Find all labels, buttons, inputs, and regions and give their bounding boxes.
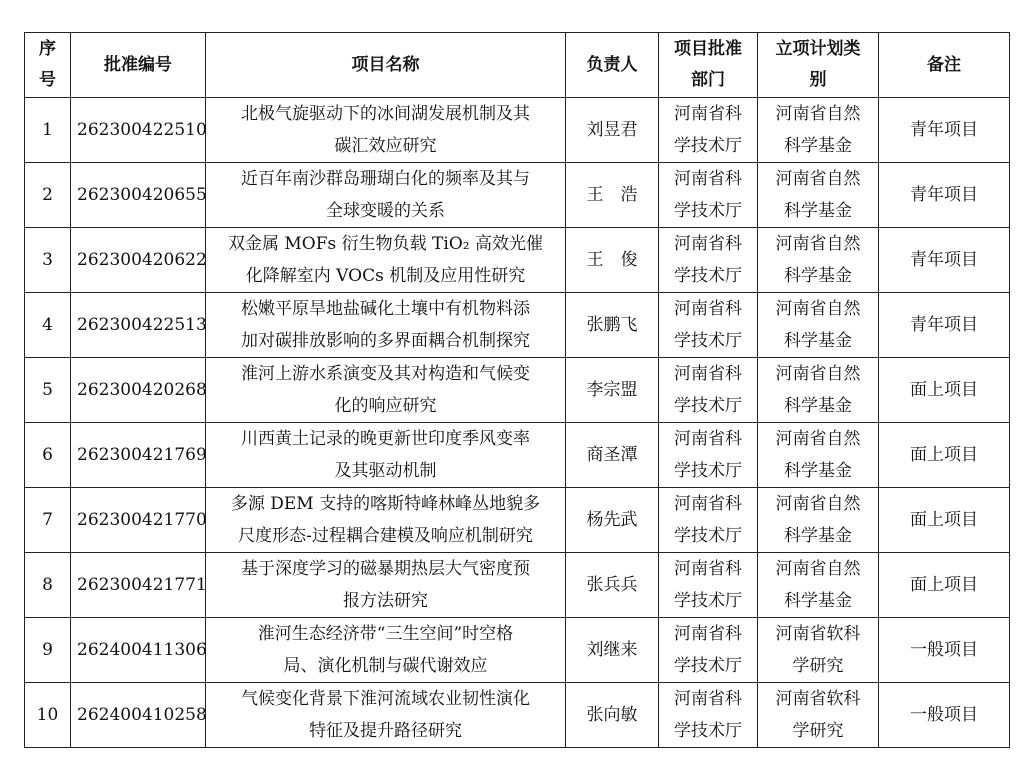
row-category-cell	[758, 163, 879, 228]
dept-line: 学技术厅	[674, 461, 742, 481]
table-row	[25, 98, 1010, 163]
dept-line: 河南省科	[674, 494, 742, 514]
row-remark-cell: 青年项目	[879, 163, 1010, 228]
header-dept-line-1: 项目批准	[674, 39, 742, 59]
row-dept-cell	[659, 98, 758, 163]
row-remark-cell: 青年项目	[879, 293, 1010, 358]
row-dept-cell	[659, 618, 758, 683]
row-approval-no-cell: 262300421771	[71, 553, 206, 618]
header-category-line-1: 立项计划类	[775, 39, 861, 59]
table-row	[25, 553, 1010, 618]
row-remark-cell: 青年项目	[879, 98, 1010, 163]
row-remark-cell: 面上项目	[879, 488, 1010, 553]
row-seq-cell: 5	[25, 358, 71, 423]
row-project-name-cell	[206, 423, 566, 488]
row-project-name-cell	[206, 228, 566, 293]
project-name-line: 化的响应研究	[334, 396, 437, 416]
category-line: 科学基金	[784, 331, 852, 351]
project-name-line: 双金属 MOFs 衍生物负载 TiO₂ 高效光催	[227, 234, 543, 254]
row-project-name-cell	[206, 358, 566, 423]
project-name-line: 全球变暖的关系	[326, 201, 445, 221]
dept-line: 河南省科	[674, 364, 742, 384]
category-line: 河南省自然	[775, 494, 861, 514]
project-name-line: 川西黄土记录的晚更新世印度季风变率	[241, 429, 530, 449]
row-leader-cell: 李宗盟	[566, 358, 659, 423]
row-seq-cell: 6	[25, 423, 71, 488]
row-category-cell	[758, 228, 879, 293]
category-line: 河南省自然	[775, 559, 861, 579]
project-name-line: 松嫩平原旱地盐碱化土壤中有机物料添	[241, 299, 530, 319]
row-leader-cell: 王 俊	[566, 228, 659, 293]
row-project-name-cell	[206, 553, 566, 618]
row-dept-cell	[659, 163, 758, 228]
row-leader-cell: 商圣潭	[566, 423, 659, 488]
dept-line: 河南省科	[674, 234, 742, 254]
project-name-line: 近百年南沙群岛珊瑚白化的频率及其与	[241, 169, 530, 189]
row-dept-cell	[659, 293, 758, 358]
dept-line: 学技术厅	[674, 396, 742, 416]
row-dept-cell	[659, 683, 758, 748]
project-name-line: 北极气旋驱动下的冰间湖发展机制及其	[241, 104, 530, 124]
dept-line: 学技术厅	[674, 721, 742, 741]
header-leader: 负责人	[566, 33, 659, 98]
header-seq-line-1: 序	[39, 39, 56, 59]
row-project-name-cell	[206, 163, 566, 228]
dept-line: 河南省科	[674, 559, 742, 579]
row-approval-no-cell: 262400410258	[71, 683, 206, 748]
category-line: 科学基金	[784, 266, 852, 286]
dept-line: 河南省科	[674, 689, 742, 709]
project-name-line: 气候变化背景下淮河流域农业韧性演化	[241, 689, 530, 709]
project-name-line: 报方法研究	[343, 591, 428, 611]
header-category-line-2: 别	[809, 70, 827, 90]
project-name-line: 淮河生态经济带“三生空间”时空格	[257, 624, 514, 644]
category-line: 河南省自然	[775, 234, 861, 254]
header-dept	[659, 33, 758, 98]
dept-line: 学技术厅	[674, 331, 742, 351]
row-remark-cell: 青年项目	[879, 228, 1010, 293]
row-approval-no-cell: 262300420268	[71, 358, 206, 423]
row-leader-cell: 王 浩	[566, 163, 659, 228]
table-row	[25, 618, 1010, 683]
projects-table	[24, 32, 1010, 748]
row-category-cell	[758, 358, 879, 423]
project-name-line: 尺度形态-过程耦合建模及响应机制研究	[238, 526, 533, 546]
project-name-line: 淮河上游水系演变及其对构造和气候变	[241, 364, 530, 384]
project-name-line: 化降解室内 VOCs 机制及应用性研究	[245, 266, 526, 286]
row-leader-cell: 张向敏	[566, 683, 659, 748]
dept-line: 学技术厅	[674, 201, 742, 221]
row-approval-no-cell: 262400411306	[71, 618, 206, 683]
category-line: 河南省自然	[775, 299, 861, 319]
category-line: 学研究	[792, 656, 844, 676]
dept-line: 河南省科	[674, 624, 742, 644]
dept-line: 河南省科	[674, 429, 742, 449]
category-line: 科学基金	[784, 136, 852, 156]
header-project-name: 项目名称	[206, 33, 566, 98]
dept-line: 河南省科	[674, 299, 742, 319]
row-category-cell	[758, 423, 879, 488]
row-remark-cell: 一般项目	[879, 618, 1010, 683]
row-category-cell	[758, 293, 879, 358]
project-name-line: 及其驱动机制	[334, 461, 437, 481]
project-name-line: 加对碳排放影响的多界面耦合机制探究	[241, 331, 530, 351]
category-line: 河南省软科	[775, 624, 861, 644]
row-remark-cell: 面上项目	[879, 358, 1010, 423]
row-leader-cell: 杨先武	[566, 488, 659, 553]
project-name-line: 特征及提升路径研究	[309, 721, 462, 741]
project-name-line: 局、演化机制与碳代谢效应	[283, 656, 488, 676]
row-category-cell	[758, 488, 879, 553]
table-row	[25, 683, 1010, 748]
row-seq-cell: 9	[25, 618, 71, 683]
row-approval-no-cell: 262300420655	[71, 163, 206, 228]
project-name-line: 碳汇效应研究	[334, 136, 437, 156]
table-body	[25, 98, 1010, 748]
dept-line: 河南省科	[674, 104, 742, 124]
row-seq-cell: 7	[25, 488, 71, 553]
row-project-name-cell	[206, 618, 566, 683]
table-row	[25, 293, 1010, 358]
row-seq-cell: 4	[25, 293, 71, 358]
row-seq-cell: 1	[25, 98, 71, 163]
header-seq-line-2: 号	[39, 70, 56, 90]
category-line: 科学基金	[784, 461, 852, 481]
table-row	[25, 358, 1010, 423]
row-leader-cell: 刘昱君	[566, 98, 659, 163]
header-dept-line-2: 部门	[691, 70, 725, 90]
row-project-name-cell	[206, 683, 566, 748]
row-approval-no-cell: 262300420622	[71, 228, 206, 293]
row-approval-no-cell: 262300422513	[71, 293, 206, 358]
row-category-cell	[758, 98, 879, 163]
row-dept-cell	[659, 488, 758, 553]
dept-line: 学技术厅	[674, 526, 742, 546]
row-seq-cell: 10	[25, 683, 71, 748]
header-approval-no: 批准编号	[71, 33, 206, 98]
category-line: 学研究	[792, 721, 844, 741]
row-dept-cell	[659, 553, 758, 618]
category-line: 河南省自然	[775, 364, 861, 384]
row-project-name-cell	[206, 293, 566, 358]
header-row	[25, 33, 1010, 98]
row-remark-cell: 面上项目	[879, 423, 1010, 488]
dept-line: 学技术厅	[674, 136, 742, 156]
project-name-line: 多源 DEM 支持的喀斯特峰林峰丛地貌多	[230, 494, 541, 514]
dept-line: 学技术厅	[674, 266, 742, 286]
row-seq-cell: 2	[25, 163, 71, 228]
row-dept-cell	[659, 358, 758, 423]
row-project-name-cell	[206, 488, 566, 553]
row-dept-cell	[659, 423, 758, 488]
row-approval-no-cell: 262300421769	[71, 423, 206, 488]
row-category-cell	[758, 618, 879, 683]
table-row	[25, 228, 1010, 293]
row-project-name-cell	[206, 98, 566, 163]
dept-line: 学技术厅	[674, 656, 742, 676]
row-approval-no-cell: 262300422510	[71, 98, 206, 163]
header-category	[758, 33, 879, 98]
row-category-cell	[758, 683, 879, 748]
category-line: 科学基金	[784, 201, 852, 221]
category-line: 科学基金	[784, 591, 852, 611]
dept-line: 学技术厅	[674, 591, 742, 611]
table-row	[25, 423, 1010, 488]
table-row	[25, 163, 1010, 228]
category-line: 科学基金	[784, 396, 852, 416]
row-leader-cell: 张鹏飞	[566, 293, 659, 358]
row-seq-cell: 3	[25, 228, 71, 293]
category-line: 河南省自然	[775, 429, 861, 449]
category-line: 河南省自然	[775, 104, 861, 124]
dept-line: 河南省科	[674, 169, 742, 189]
row-seq-cell: 8	[25, 553, 71, 618]
category-line: 河南省自然	[775, 169, 861, 189]
row-remark-cell: 一般项目	[879, 683, 1010, 748]
row-dept-cell	[659, 228, 758, 293]
row-remark-cell: 面上项目	[879, 553, 1010, 618]
header-seq	[25, 33, 71, 98]
category-line: 河南省软科	[775, 689, 861, 709]
row-approval-no-cell: 262300421770	[71, 488, 206, 553]
project-name-line: 基于深度学习的磁暴期热层大气密度预	[241, 559, 530, 579]
row-category-cell	[758, 553, 879, 618]
header-remark: 备注	[879, 33, 1010, 98]
category-line: 科学基金	[784, 526, 852, 546]
row-leader-cell: 刘继来	[566, 618, 659, 683]
row-leader-cell: 张兵兵	[566, 553, 659, 618]
table-row	[25, 488, 1010, 553]
